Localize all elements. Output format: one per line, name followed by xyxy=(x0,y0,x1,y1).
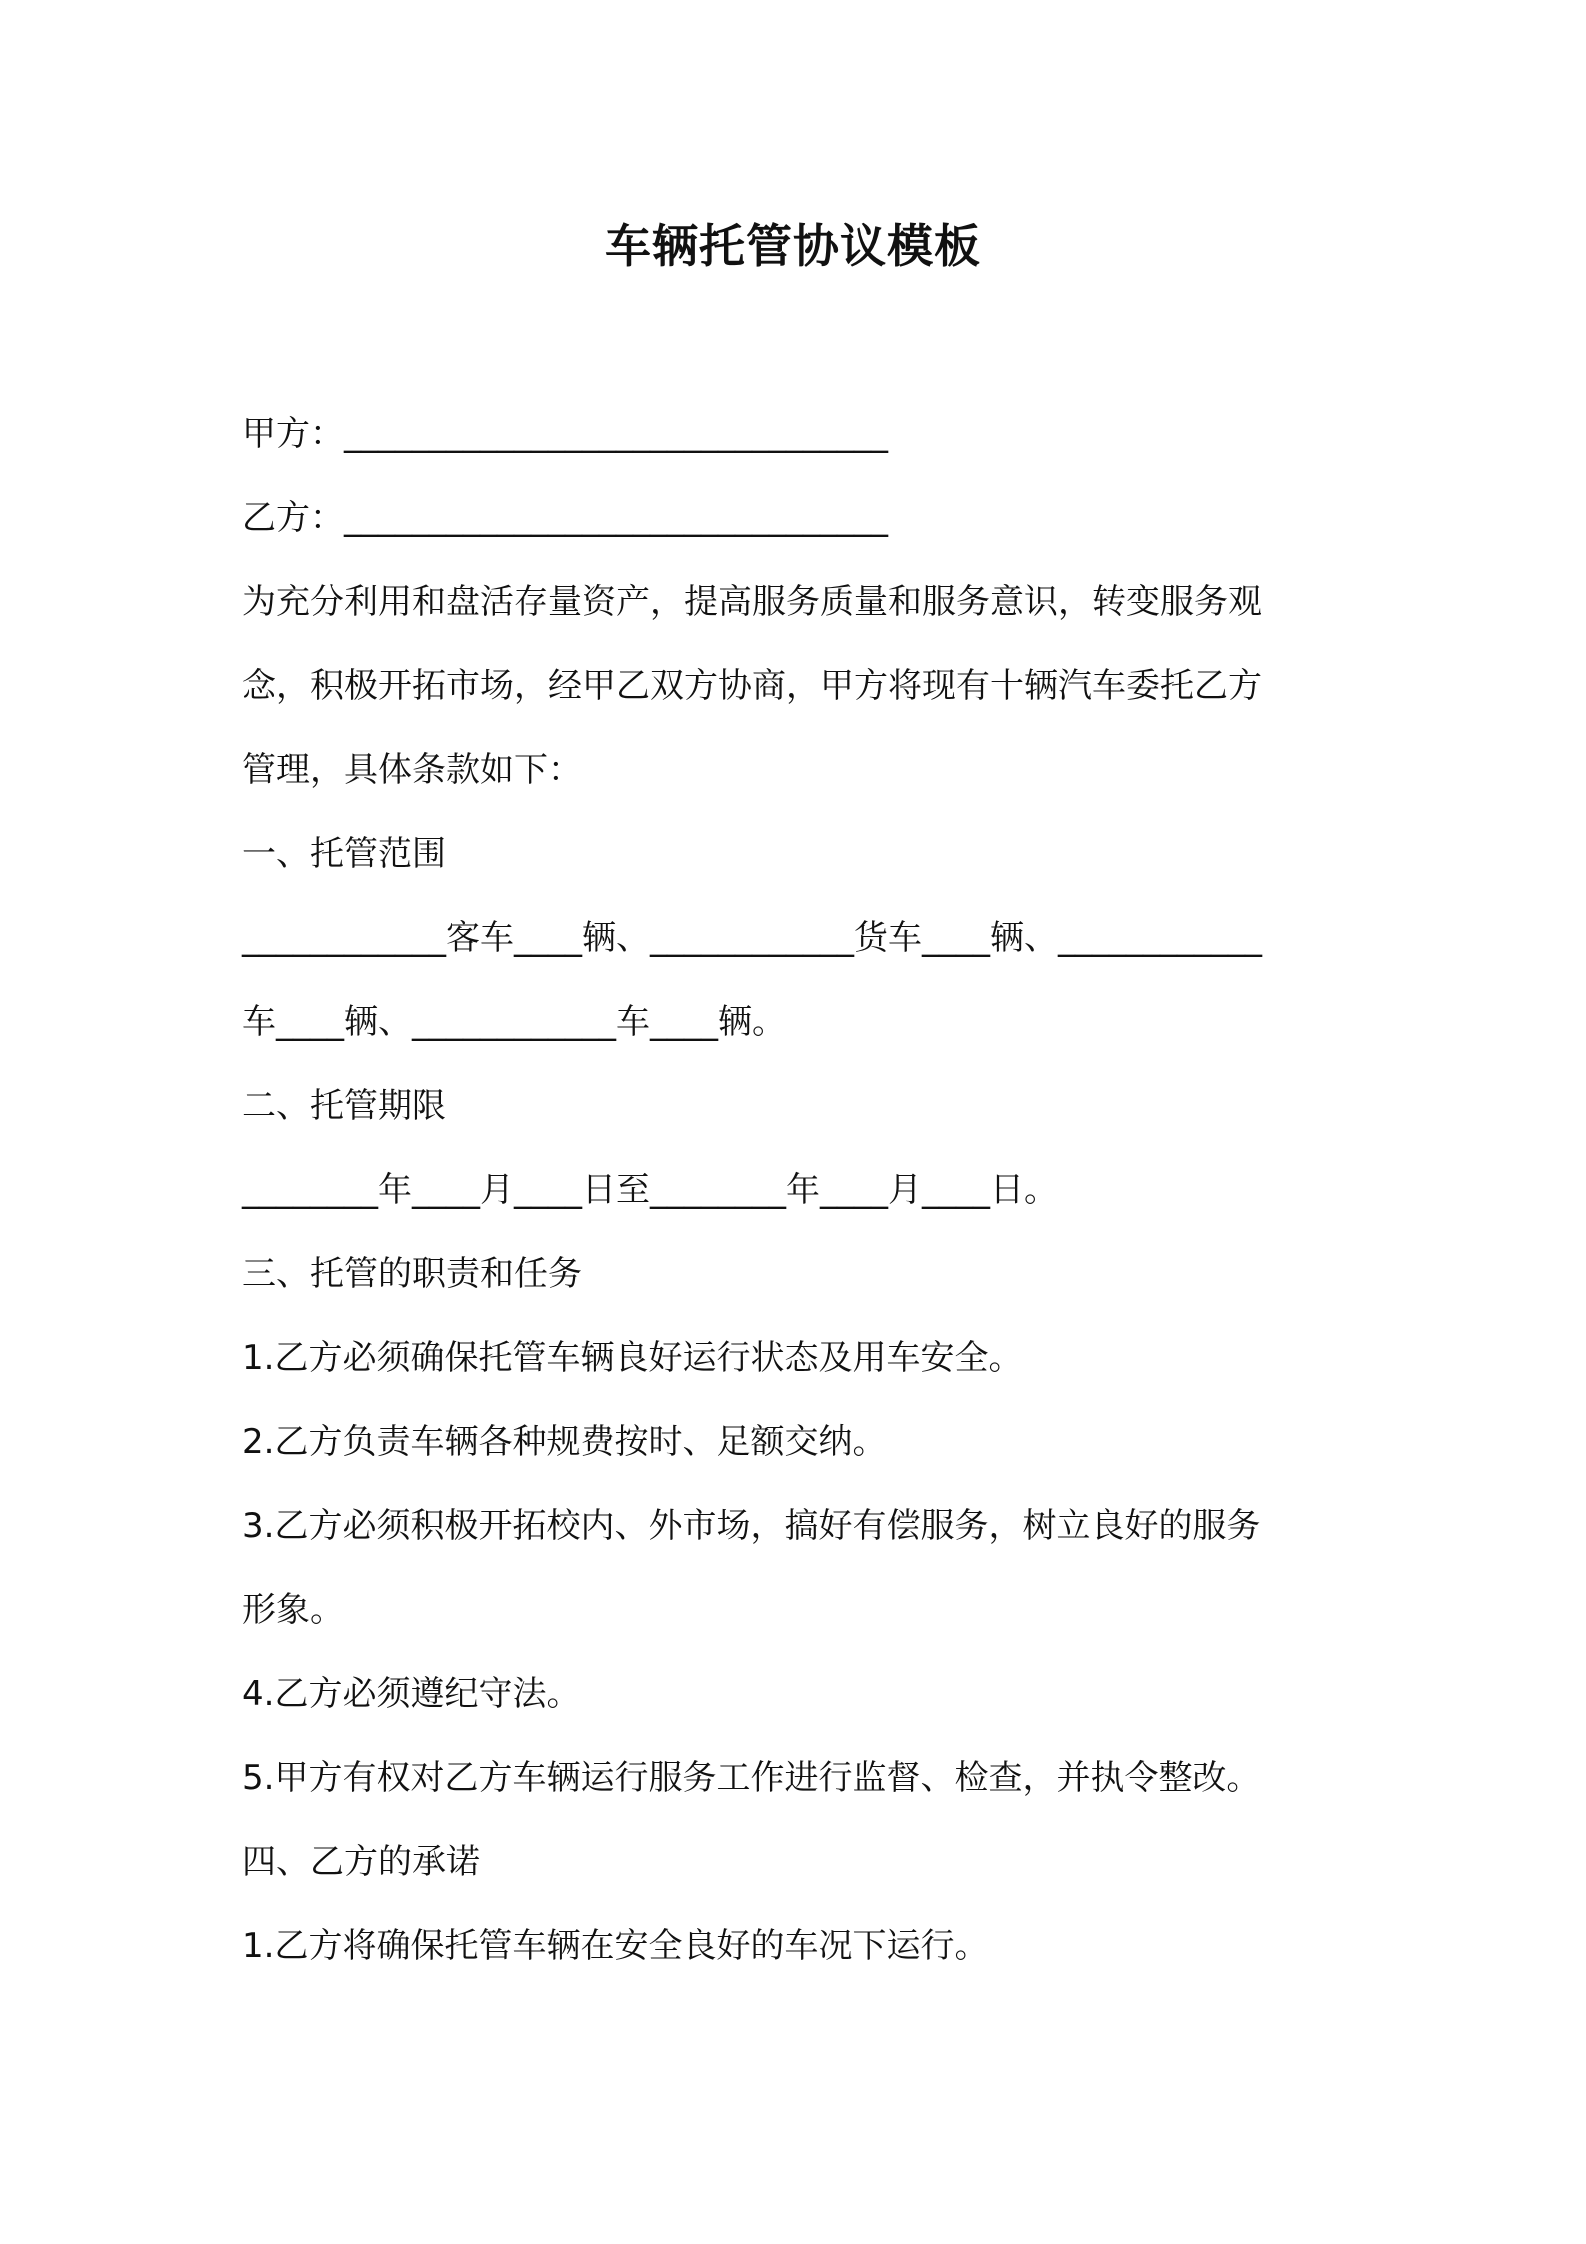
scope-line: 车____辆、____________车____辆。 xyxy=(242,1002,786,1042)
duty-item: 形象。 xyxy=(242,1590,344,1630)
duty-item: 1.乙方必须确保托管车辆良好运行状态及用车安全。 xyxy=(242,1338,1023,1378)
duty-item: 3.乙方必须积极开拓校内、外市场，搞好有偿服务，树立良好的服务 xyxy=(242,1506,1261,1546)
section-heading-commitments: 四、乙方的承诺 xyxy=(242,1842,480,1882)
intro-line: 管理，具体条款如下： xyxy=(242,750,582,790)
duty-item: 2.乙方负责车辆各种规费按时、足额交纳。 xyxy=(242,1422,887,1462)
term-line: ________年____月____日至________年____月____日。 xyxy=(242,1170,1058,1210)
duty-item: 5.甲方有权对乙方车辆运行服务工作进行监督、检查，并执令整改。 xyxy=(242,1758,1261,1798)
party-b-line: 乙方：________________________________ xyxy=(242,498,888,538)
party-a-line: 甲方：________________________________ xyxy=(242,414,888,454)
scope-line: ____________客车____辆、____________货车____辆、____________ xyxy=(242,918,1262,958)
section-heading-term: 二、托管期限 xyxy=(242,1086,446,1126)
document-title: 车辆托管协议模板 xyxy=(605,219,981,273)
section-heading-duties: 三、托管的职责和任务 xyxy=(242,1254,582,1294)
intro-line: 念，积极开拓市场，经甲乙双方协商，甲方将现有十辆汽车委托乙方 xyxy=(242,666,1262,706)
commitment-item: 1.乙方将确保托管车辆在安全良好的车况下运行。 xyxy=(242,1926,989,1966)
section-heading-scope: 一、托管范围 xyxy=(242,834,446,874)
intro-line: 为充分利用和盘活存量资产，提高服务质量和服务意识，转变服务观 xyxy=(242,582,1262,622)
duty-item: 4.乙方必须遵纪守法。 xyxy=(242,1674,581,1714)
